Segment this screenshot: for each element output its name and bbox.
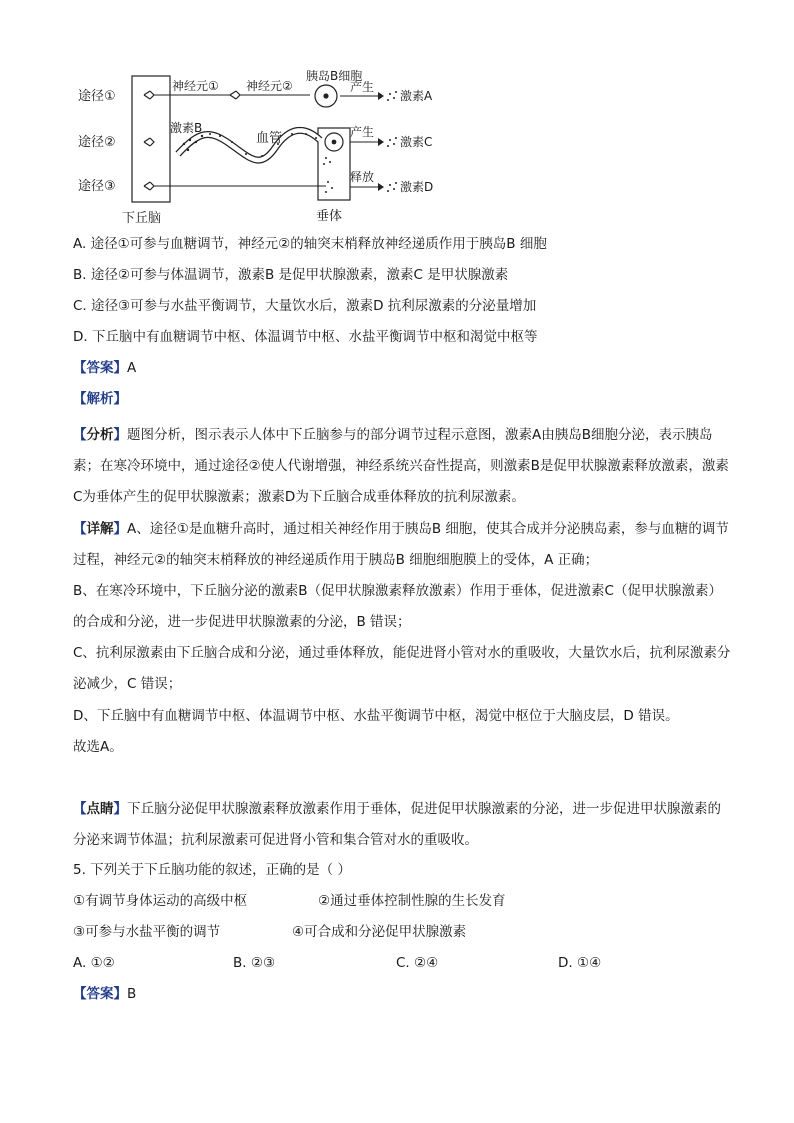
xiangjie-d: D、下丘脑中有血糖调节中枢、体温调节中枢、水盐平衡调节中枢，渴觉中枢位于大脑皮层，D 错误。: [73, 708, 679, 724]
dianjing-text: 下丘脑分泌促甲状腺激素释放激素作用于垂体，促进促甲状腺激素的分泌，进一步促进甲状腺激素的分泌来调节体温；抗利尿激素可促进肾小管和集合管对水的重吸收。: [73, 801, 721, 848]
q4-option-b: B. 途径②可参与体温调节，激素B 是促甲状腺激素，激素C 是甲状腺激素: [73, 267, 509, 283]
blood-vessel-label: 血管: [256, 131, 283, 146]
neuron-synapse-icon: [144, 138, 154, 146]
pathway3-label: 途径③: [78, 179, 116, 194]
xiangjie-a: A、途径①是血糖升高时，通过相关神经作用于胰岛B 细胞，使其合成并分泌胰岛素，参与血糖的调节过程，神经元②的轴突末梢释放的神经递质作用于胰岛B 细胞细胞膜上的受体，A 正确；: [73, 521, 729, 568]
q5-option-d: D. ①④: [558, 955, 602, 971]
q4-analysis-heading: 【解析】: [73, 391, 127, 407]
q4-answer: 【答案】A: [73, 360, 137, 376]
q5-stem: 5. 下列关于下丘脑功能的叙述，正确的是（ ）: [73, 862, 351, 878]
q5-item2: ②通过垂体控制性腺的生长发育: [318, 893, 506, 909]
pathway2-label: 途径②: [78, 135, 116, 150]
q5-answer: 【答案】B: [73, 986, 137, 1002]
q5-option-b: B. ②③: [233, 955, 276, 971]
xiangjie-c: C、抗利尿激素由下丘脑合成和分泌，通过垂体释放，能促进肾小管对水的重吸收，大量饮水后，抗利尿激素分泌减少，C 错误；: [73, 645, 731, 692]
pituitary-box: [318, 128, 350, 200]
islet-cell-label: 胰岛B细胞: [306, 70, 363, 83]
hormone-dots-icon: [387, 91, 397, 101]
hypothalamus-regulation-diagram: [70, 70, 470, 230]
release-label: 释放: [350, 170, 375, 184]
fenxi-text: 题图分析，图示表示人体中下丘脑参与的部分调节过程示意图，激素A由胰岛B细胞分泌，表示胰岛素；在寒冷环境中，通过途径②使人代谢增强，神经系统兴奋性提高，则激素B是促甲状腺激素释放激素，激素C为垂体产生的促甲状腺激素；激素D为下丘脑合成垂体释放的抗利尿激素。: [73, 427, 729, 505]
neuron1-label: 神经元①: [172, 79, 219, 93]
q5-item4: ④可合成和分泌促甲状腺激素: [292, 924, 467, 940]
hormone-c-label: 激素C: [400, 135, 433, 149]
hypothalamus-label: 下丘脑: [122, 211, 162, 226]
choose-answer: 故选A。: [73, 739, 123, 755]
q4-option-a: A. 途径①可参与血糖调节，神经元②的轴突末梢释放神经递质作用于胰岛B 细胞: [73, 236, 547, 252]
q4-dianjing-paragraph: 【点睛】下丘脑分泌促甲状腺激素释放激素作用于垂体，促进促甲状腺激素的分泌，进一步促进甲状腺激素的分泌来调节体温；抗利尿激素可促进肾小管和集合管对水的重吸收。: [73, 801, 721, 848]
neuron-synapse-icon: [144, 182, 154, 190]
q4-option-c: C. 途径③可参与水盐平衡调节，大量饮水后，激素D 抗利尿激素的分泌量增加: [73, 298, 537, 314]
q4-xiangjie-paragraph: 【详解】A、途径①是血糖升高时，通过相关神经作用于胰岛B 细胞，使其合成并分泌胰岛素，参与血糖的调节过程，神经元②的轴突末梢释放的神经递质作用于胰岛B 细胞细胞膜上的受体，A 正确；: [73, 521, 729, 568]
neuron-synapse-icon: [144, 91, 154, 99]
analysis-label: 解析: [86, 391, 114, 407]
q5-item3: ③可参与水盐平衡的调节: [73, 924, 221, 940]
hormone-b-label: 激素B: [170, 121, 203, 135]
answer-value: A: [127, 360, 137, 376]
fenxi-label: 分析: [86, 427, 114, 443]
answer-label: 答案: [86, 360, 114, 376]
xiangjie-label: 详解: [86, 521, 114, 537]
hormone-a-label: 激素A: [400, 89, 433, 103]
q5-item1: ①有调节身体运动的高级中枢: [73, 893, 248, 909]
q5-option-c: C. ②④: [396, 955, 439, 971]
q5-answer-value: B: [127, 986, 137, 1002]
q4-fenxi-paragraph: 【分析】题图分析，图示表示人体中下丘脑参与的部分调节过程示意图，激素A由胰岛B细胞分泌，表示胰岛素；在寒冷环境中，通过途径②使人代谢增强，神经系统兴奋性提高，则激素B是促甲状腺激素释放激素，激素C为垂体产生的促甲状腺激素；激素D为下丘脑合成垂体释放的抗利尿激素。: [73, 427, 729, 505]
q5-answer-label: 答案: [86, 986, 114, 1002]
produce1-label: 产生: [350, 80, 375, 94]
produce2-label: 产生: [350, 125, 375, 139]
dianjing-label: 点睛: [86, 801, 114, 817]
neuron-synapse-icon: [230, 91, 240, 99]
q4-option-d: D. 下丘脑中有血糖调节中枢、体温调节中枢、水盐平衡调节中枢和渴觉中枢等: [73, 329, 538, 345]
hormone-dots-icon: [387, 182, 397, 192]
hormone-d-label: 激素D: [400, 180, 434, 194]
q5-option-a: A. ①②: [73, 955, 115, 971]
hormone-b-dots: [183, 133, 317, 157]
hormone-dots-icon: [387, 137, 397, 147]
pathway1-label: 途径①: [78, 89, 116, 104]
neuron2-label: 神经元②: [246, 79, 293, 93]
xiangjie-b: B、在寒冷环境中，下丘脑分泌的激素B（促甲状腺激素释放激素）作用于垂体，促进激素C（促甲状腺激素）的合成和分泌，进一步促进甲状腺激素的分泌，B 错误；: [73, 583, 722, 630]
pituitary-label: 垂体: [316, 209, 343, 224]
